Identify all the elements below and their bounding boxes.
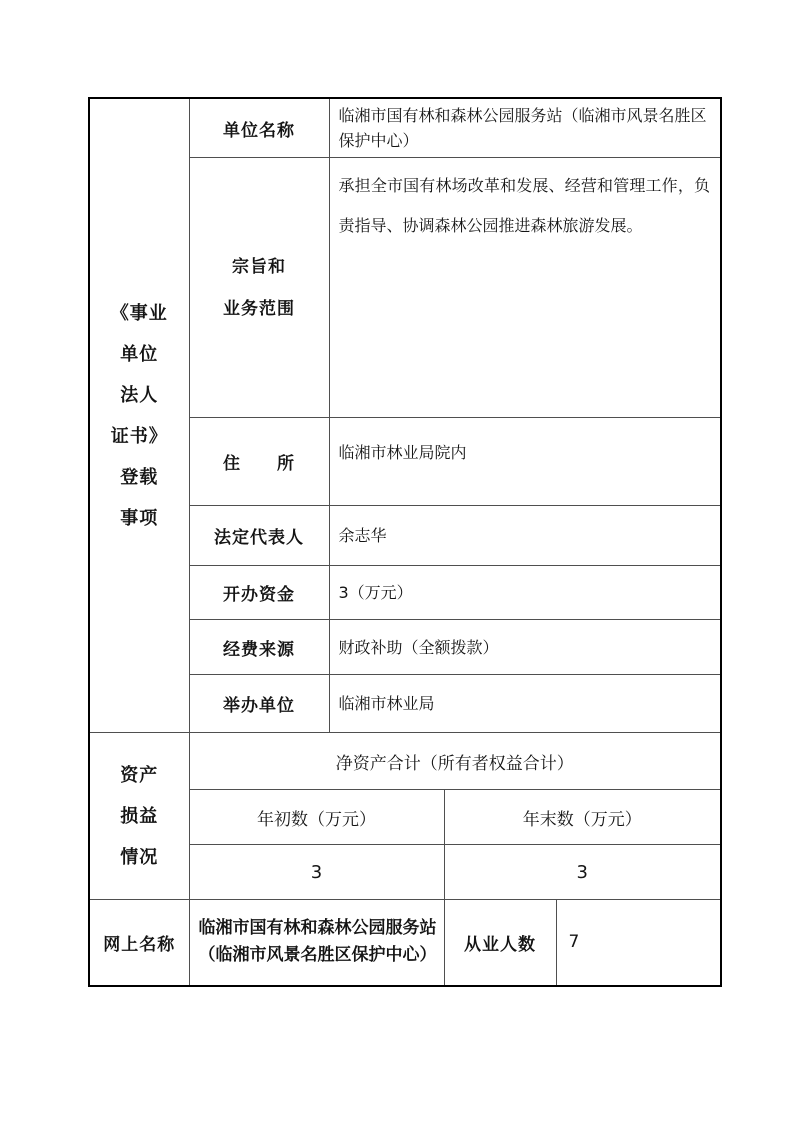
funding-value: 财政补助（全额拨款）: [329, 620, 721, 675]
row-online-name: [89, 900, 721, 986]
staff-count-label: 从业人数: [444, 900, 556, 986]
mission-label: [189, 158, 329, 418]
mission-label-line: 业务范围: [223, 298, 295, 319]
online-name-value: 临湘市国有林和森林公园服务站（临湘市风景名胜区保护中心）: [189, 900, 444, 986]
assets-section-header: [89, 733, 189, 900]
staff-count-value: 7: [556, 900, 721, 986]
online-name-label: 网上名称: [89, 900, 189, 986]
year-begin-value: 3: [189, 845, 444, 900]
address-value: 临湘市林业局院内: [329, 418, 721, 506]
address-label: 住 所: [189, 418, 329, 506]
capital-value: 3（万元）: [329, 566, 721, 620]
year-end-label: 年末数（万元）: [444, 790, 721, 845]
certificate-items-header: [89, 98, 189, 733]
net-assets-total-label: 净资产合计（所有者权益合计）: [189, 733, 721, 790]
certificate-header-line: 《事业: [110, 302, 168, 324]
year-begin-label: 年初数（万元）: [189, 790, 444, 845]
legal-rep-label: 法定代表人: [189, 506, 329, 566]
certificate-header-line: 登载: [120, 466, 159, 488]
assets-header-line: 损益: [120, 805, 159, 827]
certificate-header-line: 单位: [120, 343, 159, 365]
year-end-value: 3: [444, 845, 721, 900]
funding-label: 经费来源: [189, 620, 329, 675]
unit-name-value: 临湘市国有林和森林公园服务站（临湘市风景名胜区保护中心）: [329, 98, 721, 158]
capital-label: 开办资金: [189, 566, 329, 620]
row-net-assets-header: [89, 733, 721, 790]
row-unit-name: [89, 98, 721, 158]
assets-header-line: 情况: [120, 846, 159, 868]
organizer-label: 举办单位: [189, 675, 329, 733]
mission-label-line: 宗旨和: [232, 256, 286, 277]
certificate-header-line: 证书》: [110, 425, 168, 447]
assets-header-line: 资产: [120, 764, 159, 786]
unit-name-label: 单位名称: [189, 98, 329, 158]
certificate-header-line: 法人: [120, 384, 159, 406]
mission-value: 承担全市国有林场改革和发展、经营和管理工作，负责指导、协调森林公园推进森林旅游发展。: [329, 158, 721, 418]
registration-form-table: [88, 97, 722, 987]
certificate-header-line: 事项: [120, 507, 159, 529]
legal-rep-value: 余志华: [329, 506, 721, 566]
organizer-value: 临湘市林业局: [329, 675, 721, 733]
